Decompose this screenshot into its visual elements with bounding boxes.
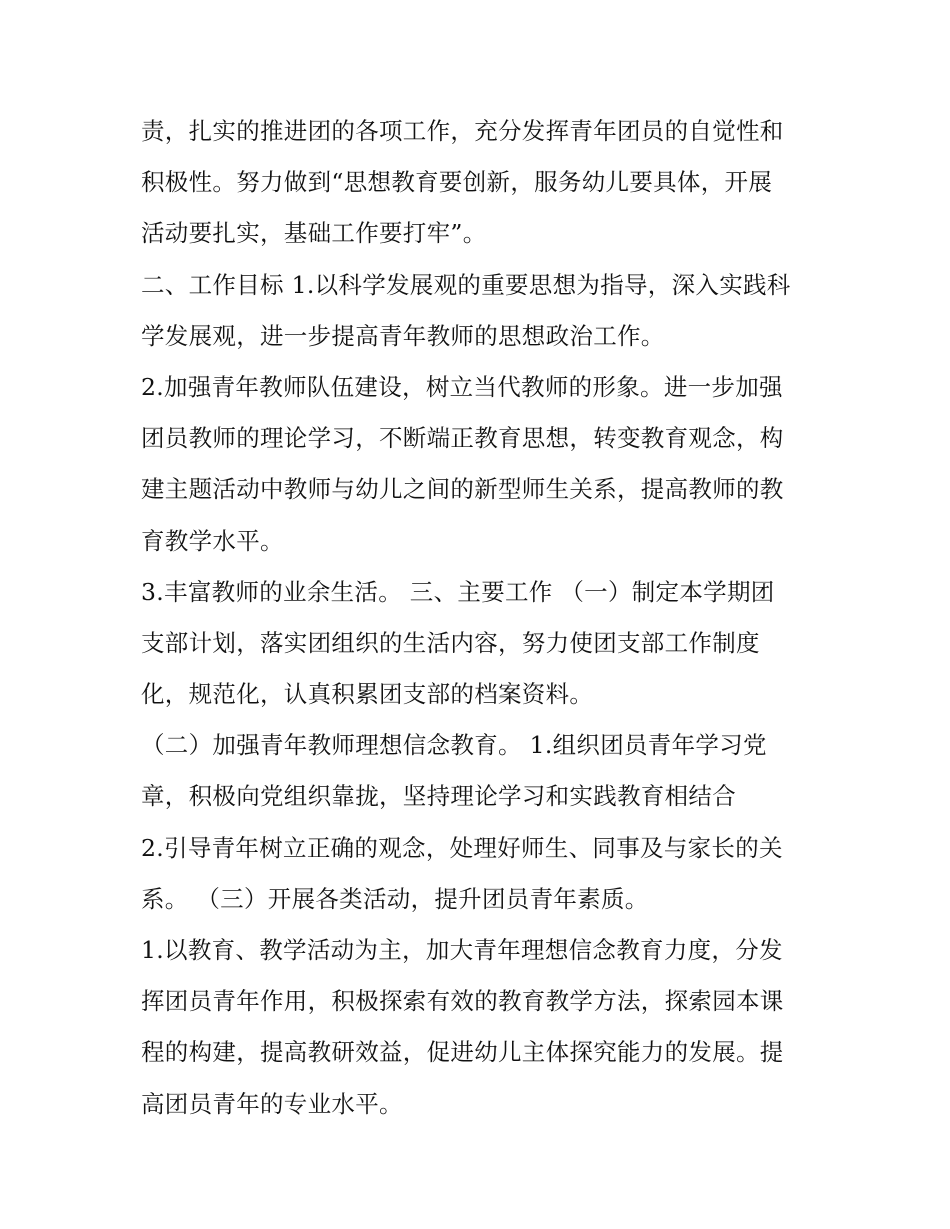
text-line: 程的构建，提高教研效益，促进幼儿主体探究能力的发展。提 (141, 1038, 784, 1067)
text-line: 责，扎实的推进团的各项工作，充分发挥青年团员的自觉性和 (141, 117, 784, 145)
text-line: 积极性。努力做到“思想教育要创新，服务幼儿要具体，开展 (141, 168, 773, 197)
document-body (141, 106, 821, 1130)
text-line: 3.丰富教师的业余生活。 三、主要工作 （一）制定本学期团 (141, 577, 775, 606)
text-line: 1.以教育、教学活动为主，加大青年理想信念教育力度，分发 (141, 936, 783, 964)
text-line: 化，规范化，认真积累团支部的档案资料。 (141, 680, 594, 709)
text-line: 活动要扎实，基础工作要打牢”。 (141, 219, 487, 248)
text-line: 系。 （三）开展各类活动，提升团员青年素质。 (141, 884, 649, 913)
text-line: 育教学水平。 (141, 526, 284, 555)
text-line: 学发展观，进一步提高青年教师的思想政治工作。 (141, 321, 665, 350)
text-line: 挥团员青年作用，积极探索有效的教育教学方法，探索园本课 (141, 987, 784, 1016)
text-line: 2.加强青年教师队伍建设，树立当代教师的形象。进一步加强 (141, 372, 783, 401)
text-line: 支部计划，落实团组织的生活内容，努力使团支部工作制度 (141, 628, 760, 657)
text-line: 建主题活动中教师与幼儿之间的新型师生关系，提高教师的教 (141, 475, 784, 504)
text-line: 二、工作目标 1.以科学发展观的重要思想为指导，深入实践科 (141, 270, 791, 299)
text-line: （二）加强青年教师理想信念教育。 1.组织团员青年学习党 (141, 731, 767, 760)
text-line: 2.引导青年树立正确的观念，处理好师生、同事及与家长的关 (141, 833, 783, 862)
text-line: 团员教师的理论学习，不断端正教育思想，转变教育观念，构 (141, 424, 784, 453)
text-line: 高团员青年的专业水平。 (141, 1089, 403, 1118)
text-line: 章，积极向党组织靠拢，坚持理论学习和实践教育相结合 (141, 782, 736, 811)
